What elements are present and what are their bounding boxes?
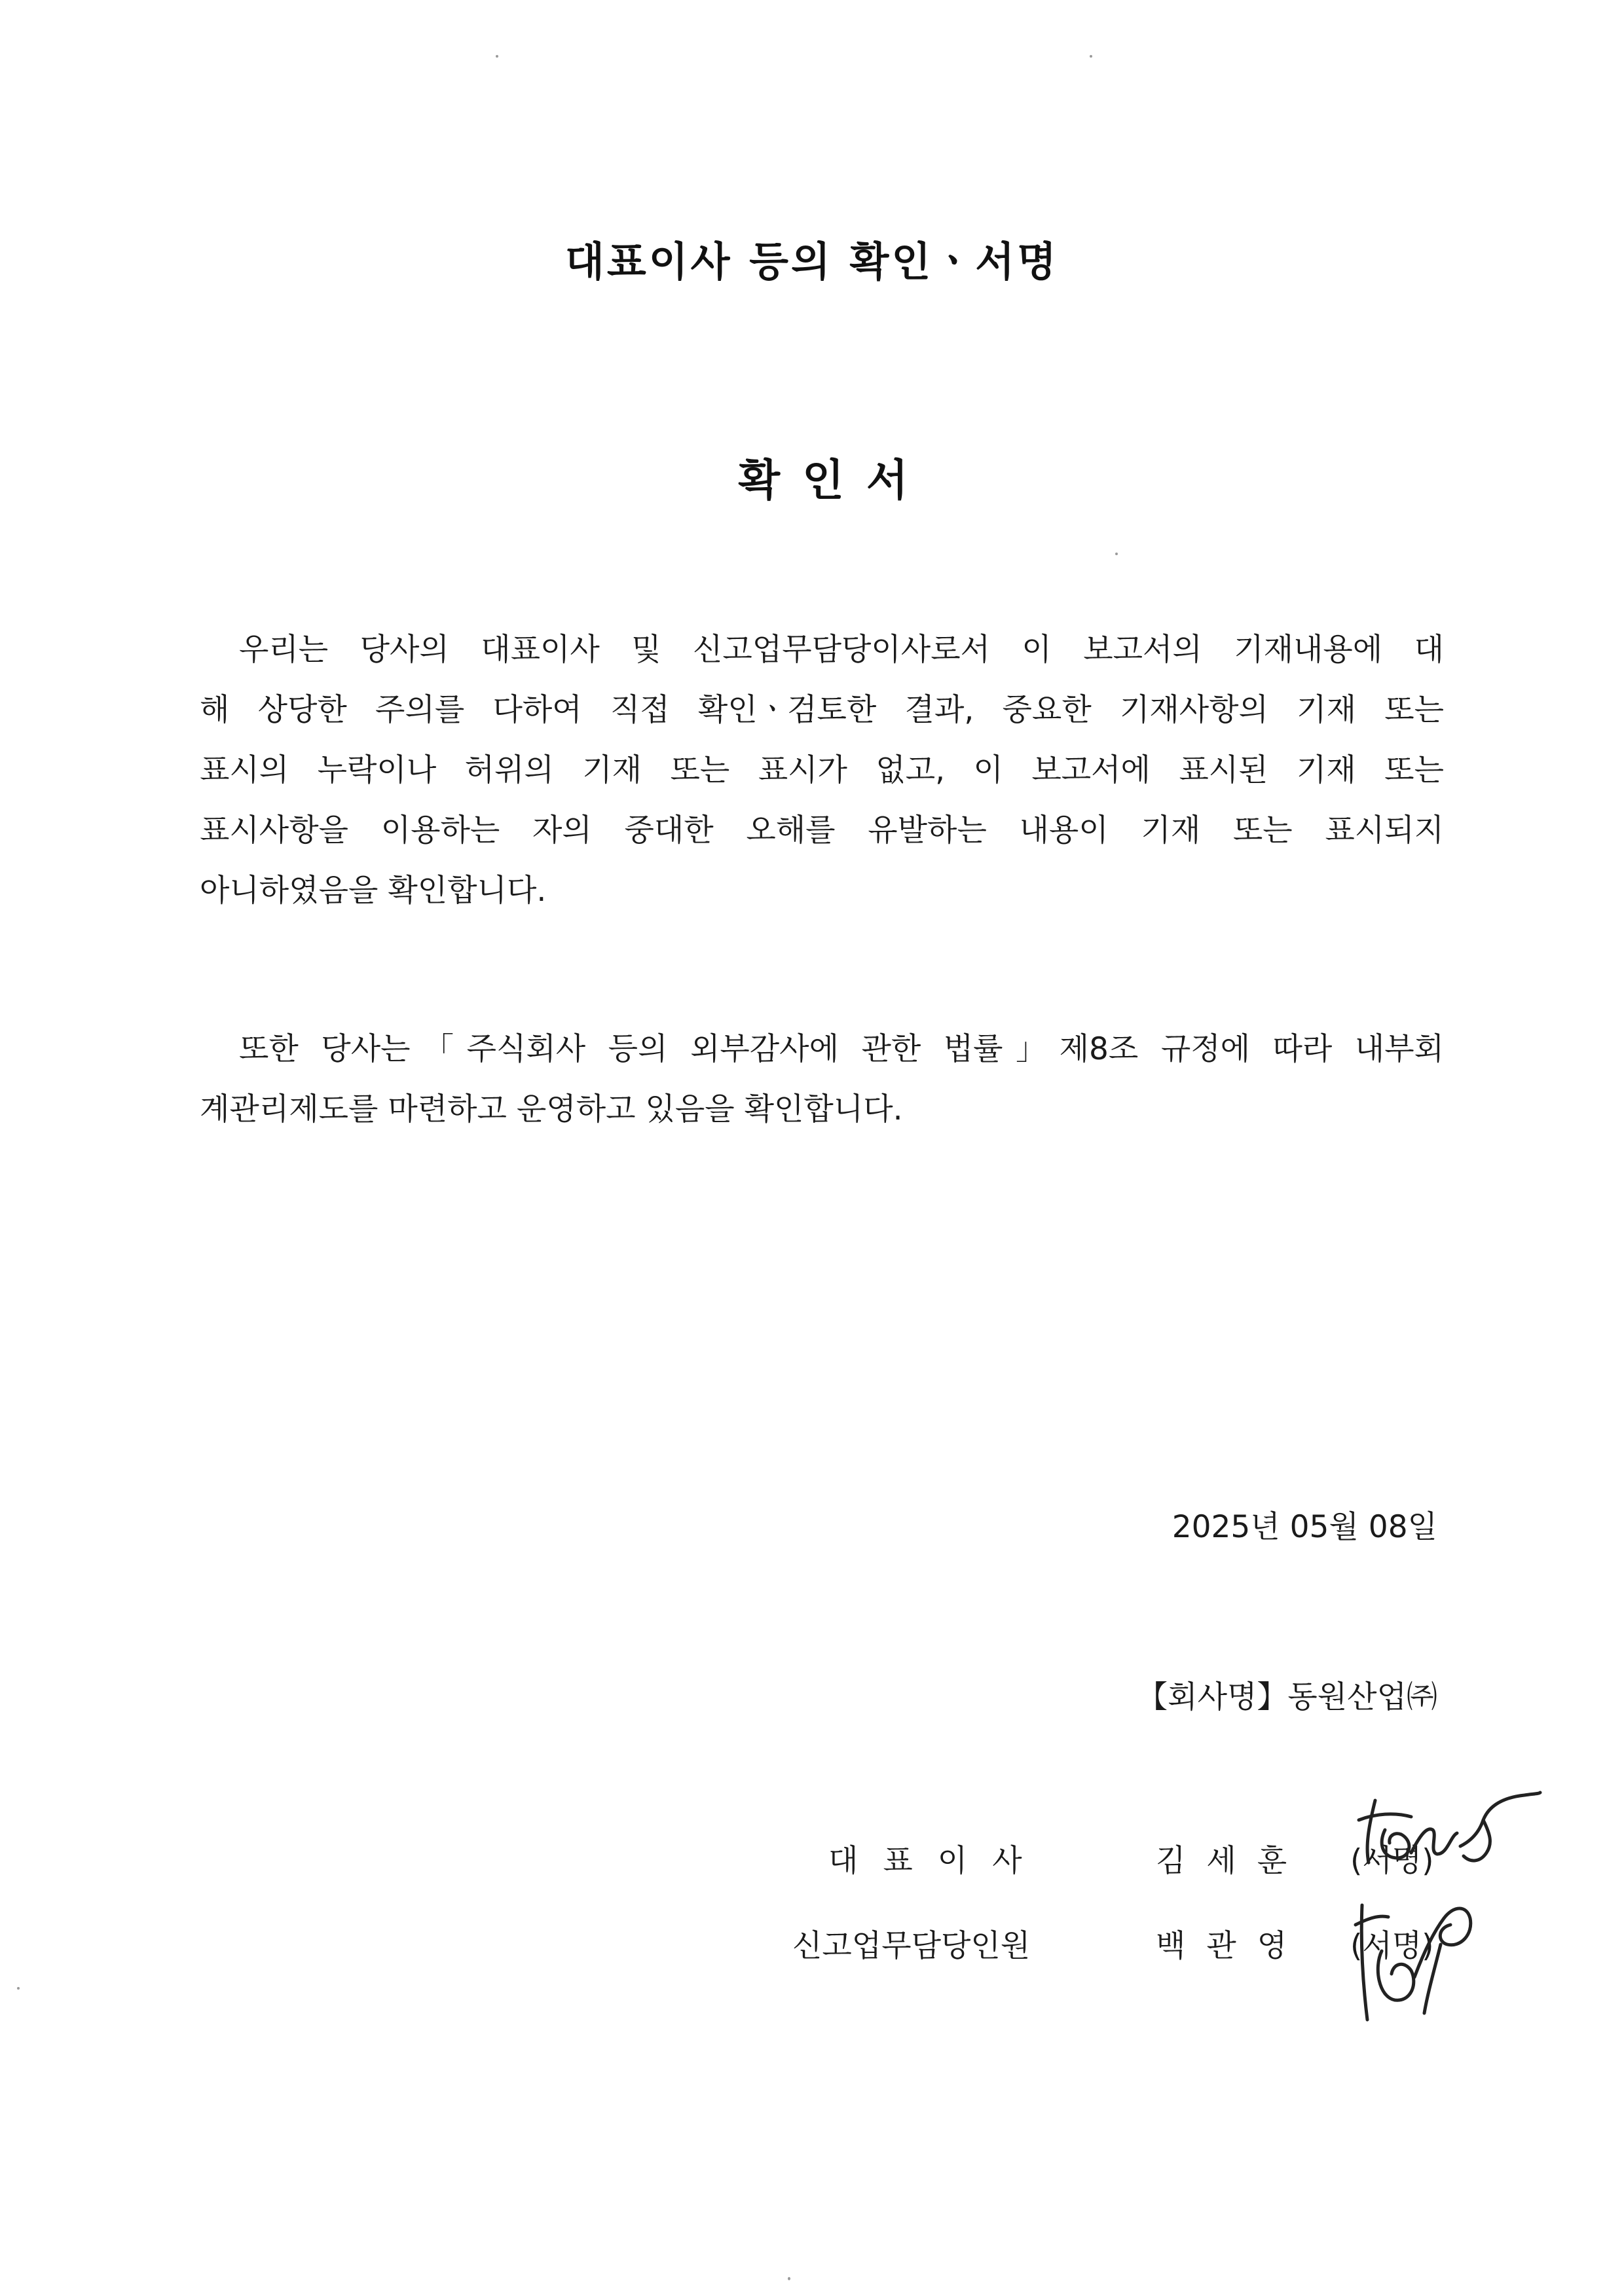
paragraph-line: 또한 당사는「주식회사 등의 외부감사에 관한 법률」제8조 규정에 따라 내부회	[239, 1031, 1444, 1067]
signature-mark-reporting-officer: (서명)	[1350, 1928, 1434, 1964]
paragraph-line: 해 상당한 주의를 다하여 직접 확인ㆍ검토한 결과, 중요한 기재사항의 기재 또는	[200, 692, 1444, 728]
signer-role-ceo: 대표이사	[828, 1843, 1047, 1879]
document-sub-title: 확인서	[738, 455, 931, 505]
document-main-title: 대표이사 등의 확인ㆍ서명	[565, 238, 1059, 285]
paragraph-line: 계관리제도를 마련하고 운영하고 있음을 확인합니다.	[200, 1091, 903, 1127]
scan-speck	[1115, 553, 1118, 555]
paragraph-line: 표시의 누락이나 허위의 기재 또는 표시가 없고, 이 보고서에 표시된 기재 또는	[200, 752, 1444, 788]
paragraph-line: 우리는 당사의 대표이사 및 신고업무담당이사로서 이 보고서의 기재내용에 대	[239, 632, 1444, 668]
signature-mark-ceo: (서명)	[1350, 1843, 1434, 1879]
scan-speck	[17, 1987, 20, 1990]
paragraph-line: 표시사항을 이용하는 자의 중대한 오해를 유발하는 내용이 기재 또는 표시되지	[200, 812, 1444, 848]
document-date: 2025년 05월 08일	[1172, 1509, 1437, 1545]
scan-speck	[788, 2277, 790, 2280]
scan-speck	[1090, 55, 1092, 58]
company-name: 【회사명】동원산업㈜	[1137, 1679, 1437, 1715]
scan-speck	[496, 55, 498, 58]
paragraph-line: 아니하였음을 확인합니다.	[200, 873, 547, 909]
signer-name-reporting-officer: 백관영	[1156, 1928, 1308, 1964]
signer-role-reporting-officer: 신고업무담당인원	[792, 1928, 1031, 1964]
signer-name-ceo: 김세훈	[1156, 1843, 1308, 1879]
